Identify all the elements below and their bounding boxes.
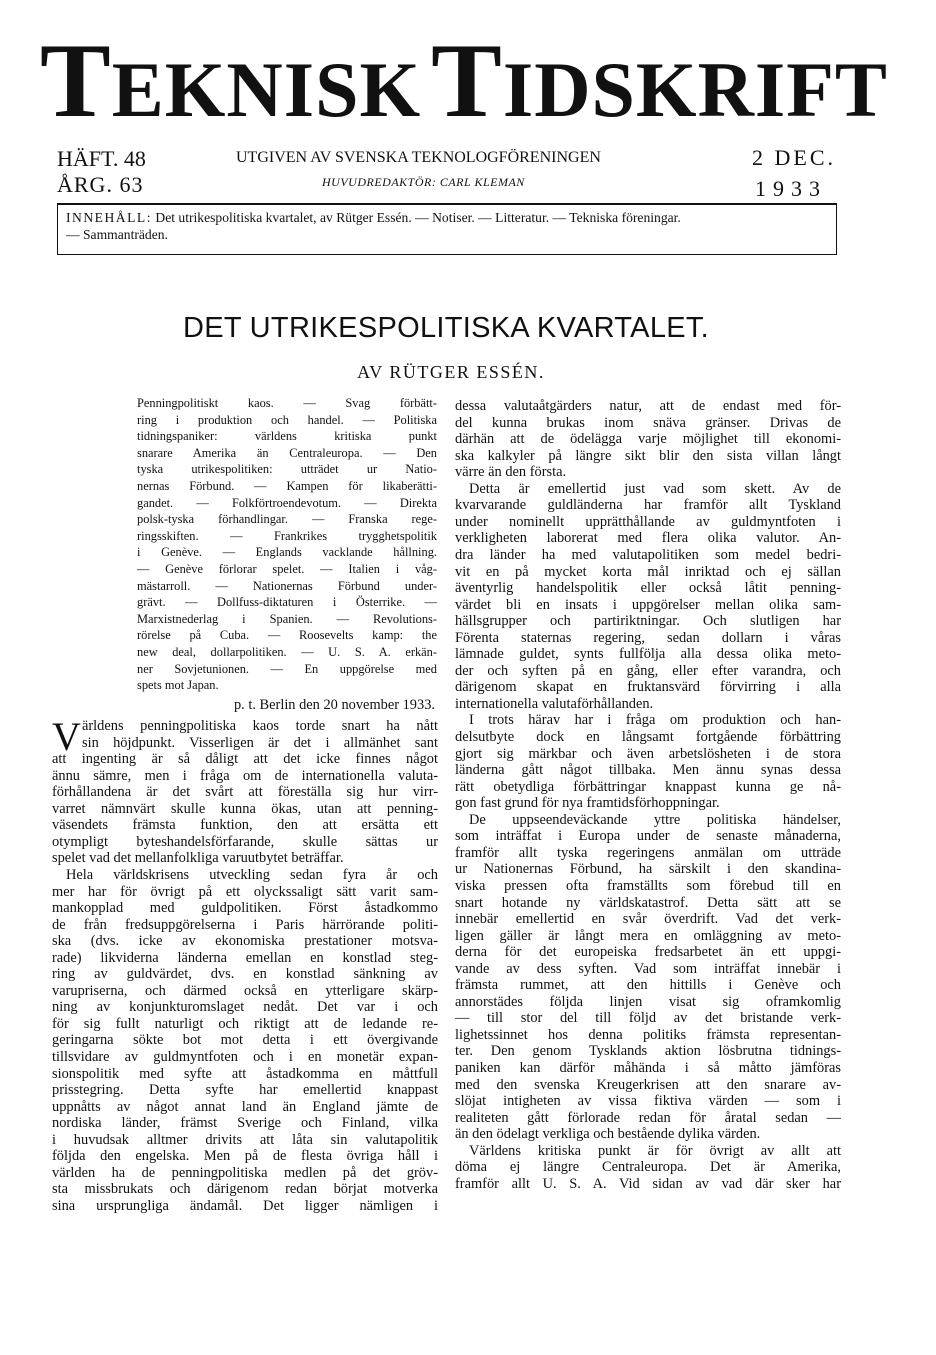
summary-line: tyska utrikespolitiken: utträdet ur Natio-	[137, 462, 437, 477]
body-line: ning av konjunkturomslaget nedåt. Det var i och	[52, 999, 438, 1016]
body-line: döma ej längre Centraleuropa. Det är Amerika,	[455, 1159, 841, 1176]
summary-line: Marxistnederlag i Spanien. — Revolutions-	[137, 611, 437, 626]
body-line: verkligheten laborerat med flera olika valutor. An-	[455, 530, 841, 547]
body-line: lämnade guldet, synts fullfölja alla dessa olika meto-	[455, 646, 841, 663]
body-line: lighetssinnet hos denna politiks främsta representan-	[455, 1026, 841, 1043]
body-line: gjort sig märkbar och även arbetslösheten i de stora	[455, 745, 841, 762]
summary-line: polsk-tyska förhandlingar. — Franska rege-	[137, 512, 437, 527]
body-line: sin höjdpunkt. Visserligen är det i allmänhet sant	[82, 734, 438, 751]
body-line: ligen gäller är långt mera en omläggning av meto-	[455, 927, 841, 944]
body-line: realiteten gått förlorade redan för åratal sedan —	[455, 1109, 841, 1126]
body-line: tillsvidare av guldmyntfoten och i en monetär expan-	[52, 1049, 438, 1065]
body-line: viska pressen ofta framställts som förebud till en	[455, 877, 841, 894]
contents-line-2: — Sammanträden.	[66, 227, 168, 242]
summary-line: nernas Förbund. — Kampen för likaberätti-	[137, 479, 437, 493]
body-line: framför allt tyska regeringens anmälan om utträde	[455, 844, 841, 861]
summary-line: spets mot Japan.	[137, 678, 219, 693]
body-line: uppnåtts av något annat land än England jämte de	[52, 1098, 438, 1115]
body-line: ur Nationernas Förbund, ha särskilt i den skandina-	[455, 861, 841, 878]
summary-line: snarare Amerika än Centraleuropa. — Den	[137, 445, 437, 460]
contents-line-1	[66, 209, 828, 226]
summary-line: Penningpolitiskt kaos. — Svag förbätt-	[137, 396, 437, 410]
body-line: otympligt byteshandelsförfarande, skulle sättas ur	[52, 833, 438, 850]
masthead-word-2: IDSKRIFT	[502, 46, 888, 133]
drop-cap: V	[52, 714, 81, 759]
body-line: att ingenting är så dåligt att det icke finnes något	[52, 751, 438, 768]
publisher-line: UTGIVEN AV SVENSKA TEKNOLOGFÖRENINGEN	[236, 149, 601, 166]
body-line: världen ha de penningpolitiska medlen på det gröv-	[52, 1164, 438, 1181]
body-line: värdet bli en insats i uppgörelser mellan olika sam-	[455, 596, 841, 613]
summary-line: mästarroll. — Nationernas Förbund under-	[137, 578, 437, 593]
body-line: Hela världskrisens utveckling sedan fyra år och	[66, 866, 438, 883]
issue-year: 1933	[755, 176, 827, 201]
body-line: förhållandena är det svårt att föreställa sig hur virr-	[52, 784, 438, 801]
body-line: därhän att de ödelägga varje möjlighet till ekonomi-	[455, 431, 841, 448]
body-line: varupriserna, och därmed också en ytterligare skärp-	[52, 982, 438, 999]
summary-line: i Genève. — Englands vacklande hållning.	[137, 545, 437, 560]
summary-line: — Genève förlorar spelet. — Italien i våg-	[137, 562, 437, 576]
body-line: vande av dess syften. Vad som inträffat innebär i	[455, 960, 841, 977]
contents-text: Det utrikespolitiska kvartalet, av Rütger Essén. — Notiser. — Litteratur. — Tekniska föreningar.	[155, 210, 681, 225]
body-line: ska (dvs. icke av ekonomiska prestationer motsva-	[52, 933, 438, 950]
body-line: äventyrlig handelspolitik eller också låtit penning-	[455, 580, 841, 597]
article-dateline: p. t. Berlin den 20 november 1933.	[233, 697, 435, 713]
body-line: mer har för övrigt på ett olyckssaligt sätt varit sam-	[52, 883, 438, 900]
body-line: derna för det europeiska fredsarbetet än ett uppgi-	[455, 944, 841, 961]
summary-line: ner Sovjetunionen. — En uppgörelse med	[137, 661, 437, 676]
body-line: rätt obetydliga förbättringar knappast kunna ge nå-	[455, 778, 841, 795]
body-line: snart hotande ny världskatastrof. Detta sätt att se	[455, 894, 841, 911]
summary-line: ring i produktion och handel. — Politiska	[137, 412, 437, 427]
editor-line: HUVUDREDAKTÖR: CARL KLEMAN	[322, 175, 525, 189]
body-line: ärldens penningpolitiska kaos torde snart ha nått	[82, 718, 438, 734]
body-line: ter. Den genom Tysklands aktion lösbrutna tidnings-	[455, 1043, 841, 1060]
issue-number: HÄFT. 48	[57, 146, 146, 171]
body-line: sta missbrukats och därigenom redan börjat motverka	[52, 1181, 438, 1198]
issue-date: 2 DEC.	[752, 145, 836, 170]
body-line: delsutbyte dock en långsamt fortgående förbättring	[455, 729, 841, 745]
summary-line: grävt. — Dollfuss-diktaturen i Österrike. —	[137, 595, 437, 610]
body-line: innebär emellertid en svår överdrift. Vad det verk-	[455, 911, 841, 928]
body-line: därigenom skapat en fruktansvärd förvirring i alla	[455, 679, 841, 696]
body-line: ska kalkyler på längre sikt blir den sista villan långt	[455, 447, 841, 464]
body-line: annorstädes följda linjen visat sig oframkomlig	[455, 993, 841, 1010]
summary-line: rörelse på Cuba. — Roosevelts kamp: the	[137, 628, 437, 643]
article-title: DET UTRIKESPOLITISKA KVARTALET.	[182, 312, 710, 344]
body-line: länderna gått något tillbaka. Men ännu synas dessa	[455, 762, 841, 779]
body-line: — till stor del till följd av det bristande verk-	[455, 1010, 841, 1027]
masthead-title	[40, 22, 888, 139]
body-line: nordiska länder, främst Sverige och Finland, vilka	[52, 1115, 438, 1132]
body-line: väsendets främsta funktion, den att ersätta ett	[52, 817, 438, 834]
body-line: sina ursprungliga ändamål. Det ligger nämligen i	[52, 1197, 438, 1214]
contents-label: INNEHÅLL:	[66, 210, 152, 225]
body-line: kvarvarande guldländerna har framför allt Tyskland	[455, 497, 841, 514]
body-line: rade) likviderna länderna emellan en konstlad steg-	[52, 949, 438, 966]
body-line: vit en på mycket korta mål inriktad och ej sällan	[455, 563, 841, 580]
body-line: internationella valutaförhållanden.	[455, 695, 654, 712]
body-line: de från fredsuppgörelserna i Paris härrörande politi-	[52, 916, 438, 933]
body-line: geringarna sökte bot mot detta i ett övergivande	[52, 1032, 438, 1049]
volume-number: ÅRG. 63	[57, 172, 144, 197]
body-line: sionspolitik med syfte att åstadkomma en måttfull	[52, 1065, 438, 1082]
body-line: än den ödelagt verkliga och bestående dylika värden.	[455, 1126, 761, 1143]
article-byline: AV RÜTGER ESSÉN.	[357, 362, 545, 382]
body-line: I trots härav har i fråga om produktion och han-	[469, 712, 841, 729]
body-line: Förenta staternas regering, sedan dollarn i våras	[455, 629, 841, 646]
body-line: ännu sämre, men i fråga om de internationella valuta-	[52, 767, 438, 784]
body-line: ring av guldvärdet, dvs. en konstlad sänkning av	[52, 966, 438, 983]
body-line: prisstegring. Detta syfte har emellertid knappast	[52, 1082, 438, 1099]
summary-line: new deal, dollarpolitiken. — U. S. A. erkän-	[137, 645, 437, 659]
summary-line: tidningspaniker: världens kritiska punkt	[137, 429, 437, 444]
body-line: i huvudsak alltmer drivits att låta sin valutapolitik	[52, 1131, 438, 1148]
body-line: dra länder ha med valutapolitiken som medel bedri-	[455, 546, 841, 563]
body-line: under nominellt upprätthållande av guldmyntfoten i	[455, 513, 841, 530]
body-line: varret nämnvärt skulle kunna ökas, utan att penning-	[52, 800, 438, 817]
body-line: värre än den första.	[455, 464, 567, 481]
summary-line: gandet. — Folkförtroendevotum. — Direkta	[137, 495, 437, 510]
body-line: gon fast grund för nya framtidsförhoppningar.	[455, 795, 720, 812]
body-line: Världens kritiska punkt är för övrigt av allt att	[469, 1142, 841, 1159]
body-line: der och syften på en gång, eller efter varandra, och	[455, 662, 841, 679]
summary-line: ringsskiften. — Frankrikes trygghetspolitik	[137, 528, 437, 543]
body-line: dessa valutaåtgärders natur, att de endast med för-	[455, 398, 841, 414]
body-line: slöjat intigheten av vissa fiktiva värden — som i	[455, 1093, 841, 1110]
body-line: De uppseendeväckande yttre politiska händelser,	[469, 811, 841, 828]
body-line: för sig fullt naturligt och riktigt att de ledande re-	[52, 1015, 438, 1032]
body-line: hällsgrupper och partiriktningar. Och slutligen har	[455, 613, 841, 630]
body-line: paniken kan därför måhända i så måtto jämföras	[455, 1060, 841, 1076]
contents-box	[57, 203, 837, 255]
body-line: del kunna brukas inom snäva gränser. Drivas de	[455, 414, 841, 431]
masthead-initial-1: T	[40, 22, 112, 139]
masthead-initial-2: T	[431, 22, 503, 139]
body-line: Detta är emellertid just vad som skett. Av de	[469, 480, 841, 497]
body-line: spelet vad det mellanfolkliga varuutbytet beträffar.	[52, 850, 344, 867]
body-line: med den svenska Kreugerkrisen att den snarare av-	[455, 1076, 841, 1093]
body-line: som inträffat i Europa under de senaste månaderna,	[455, 828, 841, 845]
masthead-word-1: EKNISK	[111, 46, 422, 133]
body-line: följda den engelska. Men på de flesta övriga håll i	[52, 1148, 438, 1165]
body-line: främsta rummet, att den hittills i Genève och	[455, 977, 841, 994]
body-line: framför allt U. S. A. Vid sidan av vad där sker har	[455, 1175, 841, 1192]
body-line: mankopplad med guldpolitiken. Först åstadkommo	[52, 900, 438, 917]
